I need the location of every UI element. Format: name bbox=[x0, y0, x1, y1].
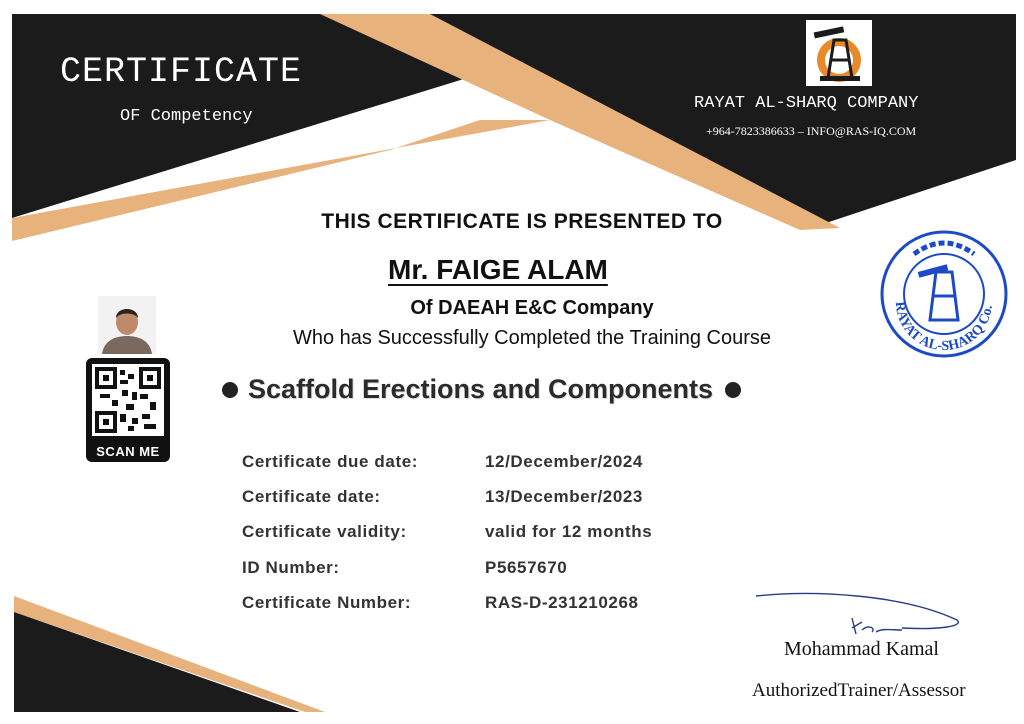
signer-name: Mohammad Kamal bbox=[784, 638, 939, 660]
recipient-name: Mr. FAIGE ALAM bbox=[388, 254, 608, 285]
detail-row-certificate-date bbox=[242, 487, 722, 517]
detail-value: P5657670 bbox=[485, 558, 568, 577]
certificate-title: CERTIFICATE bbox=[60, 52, 303, 92]
detail-label: Certificate due date: bbox=[242, 452, 419, 471]
bullet-icon bbox=[725, 382, 741, 398]
detail-row-due-date bbox=[242, 452, 722, 482]
company-seal-stamp bbox=[874, 224, 1014, 364]
detail-label: ID Number: bbox=[242, 558, 340, 577]
seal-text: RAYAT AL-SHARQ Co. bbox=[891, 300, 996, 355]
presented-to-heading: THIS CERTIFICATE IS PRESENTED TO bbox=[321, 210, 723, 233]
course-title-row bbox=[222, 374, 741, 405]
bullet-icon bbox=[222, 382, 238, 398]
scan-me-label: SCAN ME bbox=[96, 444, 160, 459]
recipient-company: Of DAEAH E&C Company bbox=[410, 297, 654, 319]
recipient-photo bbox=[98, 296, 156, 354]
detail-label: Certificate date: bbox=[242, 487, 381, 506]
course-name: Scaffold Erections and Components bbox=[248, 374, 714, 404]
detail-value: valid for 12 months bbox=[485, 522, 653, 541]
signature-scribble bbox=[752, 588, 972, 638]
signer-role: AuthorizedTrainer/Assessor bbox=[752, 680, 966, 701]
completion-statement: Who has Successfully Completed the Training Course bbox=[292, 327, 771, 349]
detail-value: RAS-D-231210268 bbox=[485, 593, 639, 612]
qr-code-icon[interactable] bbox=[92, 364, 164, 436]
company-contact: +964-7823386633 – INFO@RAS-IQ.COM bbox=[706, 124, 917, 138]
company-logo-icon bbox=[806, 20, 872, 86]
detail-value: 12/December/2024 bbox=[485, 452, 643, 471]
detail-label: Certificate validity: bbox=[242, 522, 407, 541]
detail-row-certificate-number bbox=[242, 593, 722, 623]
detail-row-validity bbox=[242, 522, 722, 552]
detail-value: 13/December/2023 bbox=[485, 487, 643, 506]
detail-label: Certificate Number: bbox=[242, 593, 412, 612]
company-name: RAYAT AL-SHARQ COMPANY bbox=[694, 94, 919, 113]
certificate-subtitle: OF Competency bbox=[120, 107, 253, 126]
detail-row-id-number bbox=[242, 558, 722, 588]
